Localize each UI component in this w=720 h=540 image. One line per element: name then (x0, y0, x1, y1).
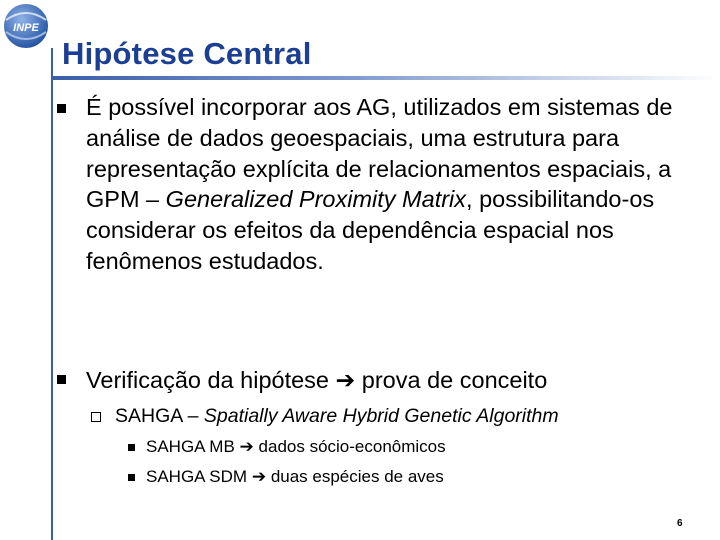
svg-text:INPE: INPE (13, 22, 39, 34)
sub-item-mb (146, 436, 446, 458)
inpe-logo (0, 0, 52, 52)
sub-bullet-sahga (115, 403, 559, 429)
bullet-marker (57, 375, 66, 384)
page-number: 6 (677, 518, 683, 529)
sub-item-label: SAHGA MB (146, 437, 235, 456)
bullet-marker (128, 474, 135, 481)
sub-item-desc: duas espécies de aves (270, 467, 444, 486)
title-underline (52, 76, 720, 80)
arrow-right-icon: ➔ (239, 437, 254, 456)
sub-item-desc: dados sócio-econômicos (258, 437, 446, 456)
bullet-text-part: , possibilitando-os considerar os efeitos da dependência espacial nos fenômenos estudados. (86, 186, 655, 274)
bullet-text-hypothesis (86, 92, 716, 277)
arrow-right-icon: ➔ (251, 467, 267, 486)
bullet-marker (128, 444, 135, 451)
bullet-marker (57, 104, 66, 113)
arrow-right-icon: ➔ (335, 367, 356, 393)
sub-bullet-italic: Spatially Aware Hybrid Genetic Algorithm (203, 405, 559, 427)
sub-bullet-label: SAHGA – (115, 405, 204, 427)
bullet-italic-term: Generalized Proximity Matrix (165, 186, 467, 213)
bullet-text-verification (86, 365, 547, 395)
page-title: Hipótese Central (62, 36, 312, 71)
left-accent-line (51, 48, 53, 540)
bullet-text-part: É possível incorporar aos AG, utilizados em sistemas de análise de dados geoespaciais, uma estrutura para representação explícita de relacionamentos espaciais, a GPM – (86, 94, 673, 213)
bullet-text-part: Verificação da hipótese (86, 367, 329, 393)
checkbox-bullet-marker (91, 412, 101, 422)
bullet-text-part: prova de conceito (361, 367, 548, 393)
sub-item-label: SAHGA SDM (146, 467, 248, 486)
sub-item-sdm (146, 466, 444, 488)
